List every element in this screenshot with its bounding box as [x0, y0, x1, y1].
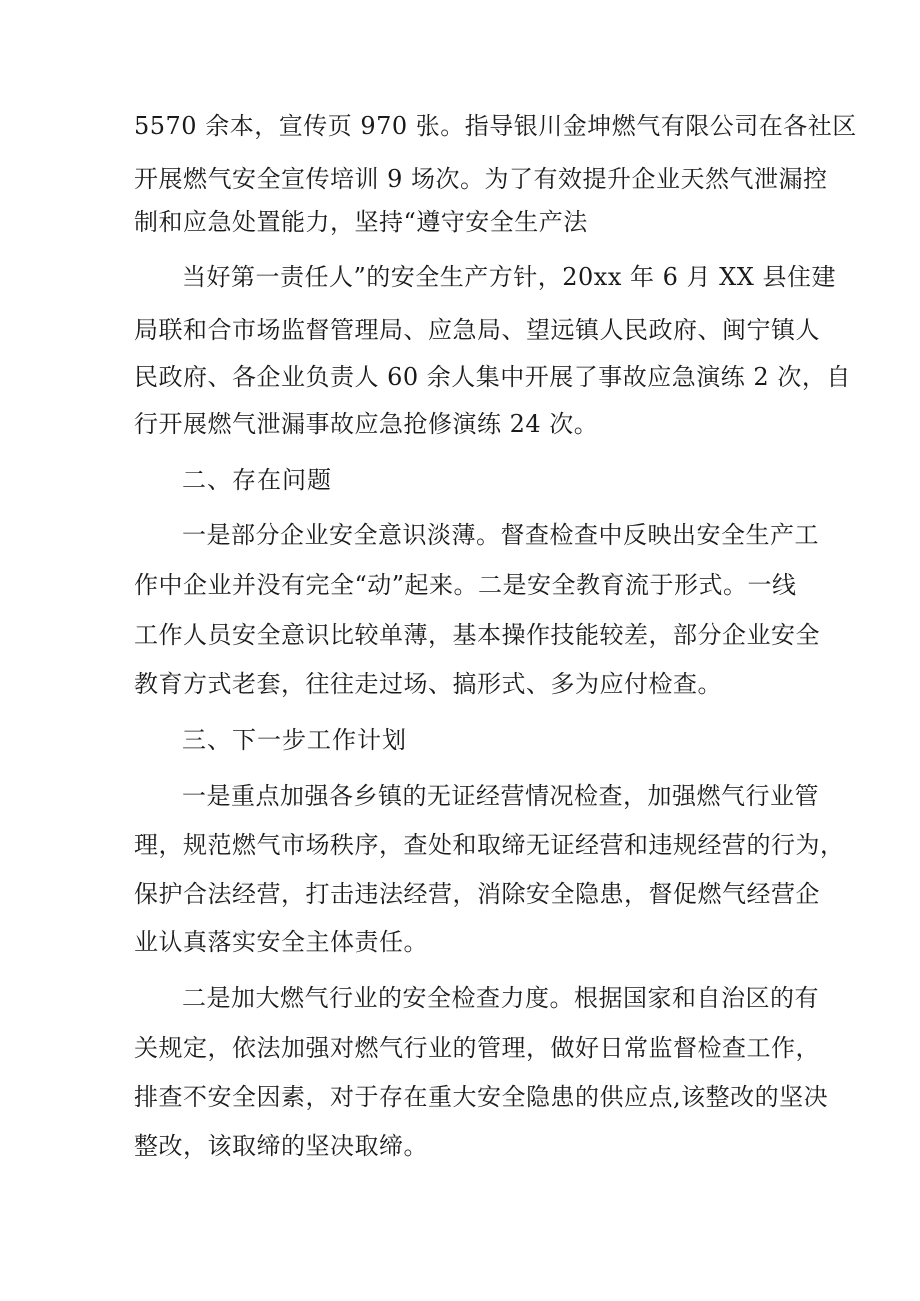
paragraph-5-line-4: 整改，该取缔的坚决取缔。 [134, 1132, 428, 1160]
paragraph-5-line-2: 关规定，依法加强对燃气行业的管理，做好日常监督检查工作， [134, 1034, 820, 1062]
paragraph-5-line-1: 二是加大燃气行业的安全检查力度。根据国家和自治区的有 [182, 984, 819, 1012]
paragraph-3-line-1: 一是部分企业安全意识淡薄。督查检查中反映出安全生产工 [182, 521, 819, 549]
section-heading-problems: 二、存在问题 [182, 466, 332, 494]
paragraph-4-line-1: 一是重点加强各乡镇的无证经营情况检查，加强燃气行业管 [182, 782, 819, 810]
paragraph-2-line-1: 当好第一责任人”的安全生产方针，20xx 年 6 月 XX 县住建 [182, 263, 836, 291]
section-heading-next-steps: 三、下一步工作计划 [182, 726, 407, 754]
paragraph-4-line-4: 业认真落实安全主体责任。 [134, 928, 428, 956]
paragraph-1-line-1: 5570 余本，宣传页 970 张。指导银川金坤燃气有限公司在各社区 [134, 112, 857, 140]
paragraph-4-line-3: 保护合法经营，打击违法经营，消除安全隐患，督促燃气经营企 [134, 880, 820, 908]
paragraph-3-line-4: 教育方式老套，往往走过场、搞形式、多为应付检查。 [134, 670, 722, 698]
paragraph-1-line-3: 制和应急处置能力，坚持“遵守安全生产法 [134, 208, 588, 236]
paragraph-1-line-2: 开展燃气安全宣传培训 9 场次。为了有效提升企业天然气泄漏控 [134, 165, 828, 193]
paragraph-3-line-3: 工作人员安全意识比较单薄，基本操作技能较差，部分企业安全 [134, 621, 820, 649]
paragraph-2-line-4: 行开展燃气泄漏事故应急抢修演练 24 次。 [134, 410, 599, 438]
paragraph-5-line-3: 排查不安全因素，对于存在重大安全隐患的供应点,该整改的坚决 [134, 1083, 829, 1111]
paragraph-3-line-2: 作中企业并没有完全“动”起来。二是安全教育流于形式。一线 [134, 571, 797, 599]
paragraph-4-line-2: 理，规范燃气市场秩序，查处和取缔无证经营和违规经营的行为， [134, 831, 845, 859]
paragraph-2-line-3: 民政府、各企业负责人 60 余人集中开展了事故应急演练 2 次，自 [134, 363, 851, 391]
paragraph-2-line-2: 局联和合市场监督管理局、应急局、望远镇人民政府、闽宁镇人 [134, 316, 820, 344]
